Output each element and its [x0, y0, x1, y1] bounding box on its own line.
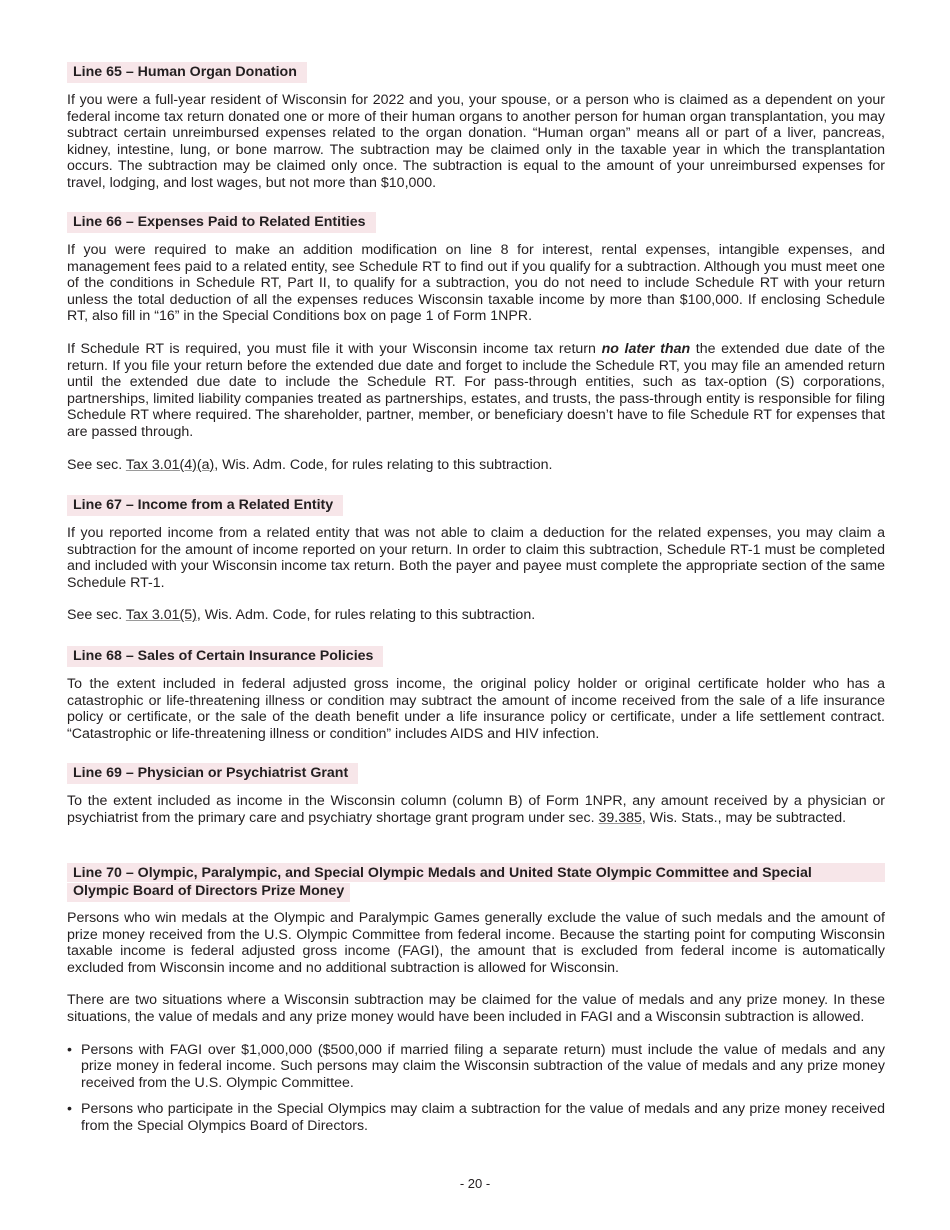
list-item: • Persons with FAGI over $1,000,000 ($500,000 if married filing a separate return) must include the value of medals and any prize money in federal income. Such persons may claim the Wisconsin subtraction of the value of medals and any prize money received from the U.S. Olympic Committee.: [67, 1042, 885, 1092]
page-number: - 20 -: [459, 1176, 491, 1191]
paragraph: If you reported income from a related entity that was not able to claim a deduction for the related expenses, you may claim a subtraction for the amount of income reported on your return. In order to claim this subtraction, Schedule RT-1 must be completed and included with your Wisconsin income tax return. Both the payer and payee must complete the appropriate section of the same Schedule RT-1.: [67, 525, 885, 591]
see-reference: See sec. Tax 3.01(5), Wis. Adm. Code, for rules relating to this subtraction.: [67, 607, 536, 624]
paragraph: Persons who win medals at the Olympic and Paralympic Games generally exclude the value of such medals and the amount of prize money received from the U.S. Olympic Committee from federal income. Because the starting point for computing Wisconsin taxable income is federal adjusted gross income (FAGI), the amount that is excluded from federal income is automatically excluded from Wisconsin income and no additional subtraction is allowed for Wisconsin.: [67, 910, 885, 976]
section-line-66: [67, 212, 885, 473]
paragraph: If Schedule RT is required, you must file it with your Wisconsin income tax return no later than the extended due date of the return. If you file your return before the extended due date and forget to include the Schedule RT, you may file an amended return until the extended due date to include the Schedule RT. For pass-through entities, such as tax-option (S) corporations, partnerships, limited liability companies treated as partnerships, estates, and trusts, the pass-through entity is responsible for filing Schedule RT where required. The shareholder, partner, member, or beneficiary doesn’t have to file Schedule RT for expenses that are passed through.: [67, 340, 885, 440]
tax-code-link[interactable]: Tax 3.01(4)(a): [125, 456, 215, 473]
section-heading-continued: Olympic Board of Directors Prize Money: [67, 883, 350, 902]
tax-code-link[interactable]: Tax 3.01(5): [125, 607, 197, 624]
section-heading: Line 69 – Physician or Psychiatrist Grant: [67, 763, 358, 784]
paragraph: If you were required to make an addition modification on line 8 for interest, rental expenses, intangible expenses, and management fees paid to a related entity, see Schedule RT to find out if you qualify for a subtraction. Although you must meet one of the conditions in Schedule RT, Part II, to qualify for a subtraction, you do not need to include Schedule RT with your return unless the total deduction of all the expenses reduces Wisconsin taxable income by more than $100,000. If enclosing Schedule RT, also fill in “16” in the Special Conditions box on page 1 of Form 1NPR.: [67, 242, 885, 325]
section-line-68: [67, 646, 885, 742]
section-line-69: [67, 763, 885, 826]
section-heading: Line 67 – Income from a Related Entity: [67, 495, 343, 516]
paragraph: To the extent included as income in the Wisconsin column (column B) of Form 1NPR, any amount received by a physician or psychiatrist from the primary care and psychiatry shortage grant program under sec. 39.385, Wis. Stats., may be subtracted.: [67, 793, 885, 826]
emphasis-text: no later than: [601, 340, 691, 357]
section-heading: Line 66 – Expenses Paid to Related Entities: [67, 212, 376, 233]
paragraph: There are two situations where a Wisconsin subtraction may be claimed for the value of medals and any prize money. In these situations, the value of medals and any prize money would have been included in FAGI and a Wisconsin subtraction is allowed.: [67, 992, 885, 1025]
list-item: • Persons who participate in the Special Olympics may claim a subtraction for the value of medals and any prize money received from the Special Olympics Board of Directors.: [67, 1101, 885, 1134]
section-line-65: [67, 62, 885, 192]
section-heading: Line 70 – Olympic, Paralympic, and Special Olympic Medals and United State Olympic Committee and Special: [67, 863, 885, 882]
see-reference: See sec. Tax 3.01(4)(a), Wis. Adm. Code, for rules relating to this subtraction.: [67, 456, 553, 473]
paragraph: If you were a full-year resident of Wisconsin for 2022 and you, your spouse, or a person who is claimed as a dependent on your federal income tax return donated one or more of their human organs to another person for human organ transplantation, you may subtract certain unreimbursed expenses related to the organ donation. “Human organ” means all or part of a liver, pancreas, kidney, intestine, lung, or bone marrow. The subtraction may be claimed only in the taxable year in which the transplantation occurs. The subtraction may be claimed only once. The subtraction is equal to the amount of your unreimbursed expenses for travel, lodging, and lost wages, but not more than $10,000.: [67, 92, 885, 191]
section-heading: Line 68 – Sales of Certain Insurance Policies: [67, 646, 383, 667]
section-line-67: [67, 495, 885, 624]
bullet-list: [67, 1042, 885, 1135]
statute-link[interactable]: 39.385: [598, 809, 642, 826]
section-line-70: [67, 863, 885, 1145]
section-heading: Line 65 – Human Organ Donation: [67, 62, 307, 83]
paragraph: To the extent included in federal adjusted gross income, the original policy holder or original certificate holder who has a catastrophic or life-threatening illness or condition may subtract the amount of income received from the sale of a life insurance policy or certificate, or the sale of the death benefit under a life insurance policy or certificate, under a life settlement contract. “Catastrophic or life-threatening illness or condition” includes AIDS and HIV infection.: [67, 676, 885, 742]
